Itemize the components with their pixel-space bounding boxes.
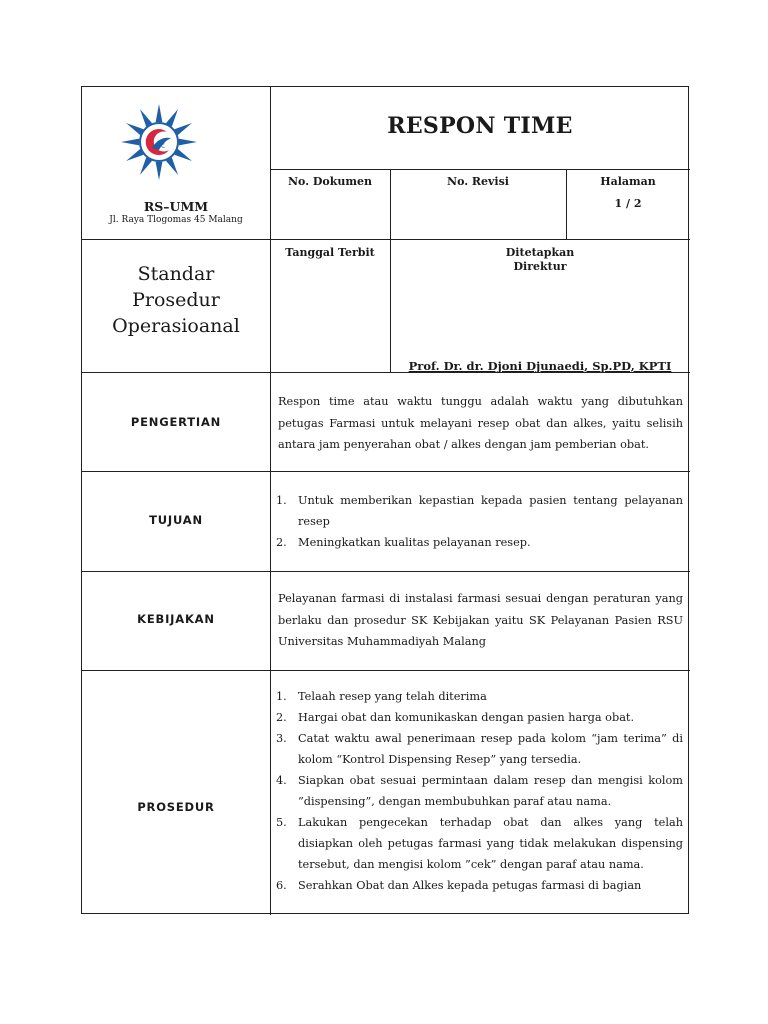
logo-ray [126,123,144,135]
section-label-prosedur: PROSEDUR [137,800,215,814]
list-text: Lakukan pengecekan terhadap obat dan alkes yang telah disiapkan oleh petugas farmasi yang tidak melakukan dispensing tersebut, dan mengisi kolom ”cek” dengan paraf atau nama. [298,816,683,871]
prosedur-list [276,686,683,896]
logo-ray [156,104,163,122]
hospital-logo-icon [119,102,199,182]
list-item [276,875,683,896]
section-label-pengertian: PENGERTIAN [130,415,222,429]
divider [82,670,690,671]
sop-heading-line: Operasioanal [112,315,240,337]
list-number: 4. [276,774,287,787]
divider [270,372,271,915]
divider [82,471,690,472]
list-item [276,770,683,812]
list-text: Hargai obat dan komunikaskan dengan pasien harga obat. [298,711,635,724]
svg-text:ع: ع [161,140,166,148]
page-value: 1 / 2 [614,197,642,210]
logo-ray [126,149,144,161]
list-number: 2. [276,711,287,724]
document-title: RESPON TIME [387,113,573,139]
sop-heading [82,261,270,339]
list-number: 1. [276,690,287,703]
list-item [276,490,683,532]
issue-date-label: Tanggal Terbit [285,246,375,259]
logo-ray [174,123,192,135]
section-label-tujuan: TUJUAN [149,513,203,527]
logo-ray [140,109,152,127]
sop-heading-line: Standar [137,263,215,285]
approver-name: Prof. Dr. dr. Djoni Djunaedi, Sp.PD, KPTI [408,359,672,373]
list-item [276,728,683,770]
list-number: 5. [276,816,287,829]
divider [82,239,690,240]
list-number: 1. [276,494,287,507]
logo-ray [121,139,139,146]
doc-number-label: No. Dokumen [288,175,372,188]
list-text: Serahkan Obat dan Alkes kepada petugas farmasi di bagian [298,879,642,892]
hospital-address: Jl. Raya Tlogomas 45 Malang [109,215,243,225]
list-item [276,812,683,875]
list-number: 6. [276,879,287,892]
list-item [276,532,683,553]
approver-role: Direktur [513,260,567,273]
list-text: Siapkan obat sesuai permintaan dalam resep dan mengisi kolom ”dispensing”, dengan membubuhkan paraf atau nama. [298,774,683,808]
approved-label: Ditetapkan [505,246,575,259]
logo-ray [156,162,163,180]
list-text: Telaah resep yang telah diterima [298,690,487,703]
logo-ray [166,157,178,175]
hospital-name: RS–UMM [143,199,209,214]
logo-ray [166,109,178,127]
logo-ray [179,139,197,146]
list-text: Meningkatkan kualitas pelayanan resep. [298,536,531,549]
section-label-kebijakan: KEBIJAKAN [137,612,215,626]
section-text-kebijakan: Pelayanan farmasi di instalasi farmasi sesuai dengan peraturan yang berlaku dan prosedur SK Kebijakan yaitu SK Pelayanan Pasien RSU Universitas Muhammadiyah Malang [278,592,683,648]
tujuan-list [276,490,683,553]
sop-heading-line: Prosedur [132,289,220,311]
section-text-pengertian: Respon time atau waktu tunggu adalah waktu yang dibutuhkan petugas Farmasi untuk melayani resep obat dan alkes, yaitu selisih antara jam penyerahan obat / alkes dengan jam pemberian obat. [278,395,683,451]
divider [82,571,690,572]
logo-ray [140,157,152,175]
page-label: Halaman [600,175,656,188]
sop-document [81,86,689,914]
revision-label: No. Revisi [447,175,509,188]
list-number: 2. [276,536,287,549]
list-item [276,707,683,728]
logo-ray [174,149,192,161]
list-number: 3. [276,732,287,745]
list-item [276,686,683,707]
list-text: Catat waktu awal penerimaan resep pada kolom “jam terima” di kolom “Kontrol Dispensing Resep” yang tersedia. [298,732,683,766]
list-text: Untuk memberikan kepastian kepada pasien tentang pelayanan resep [298,494,683,528]
divider [270,169,690,170]
